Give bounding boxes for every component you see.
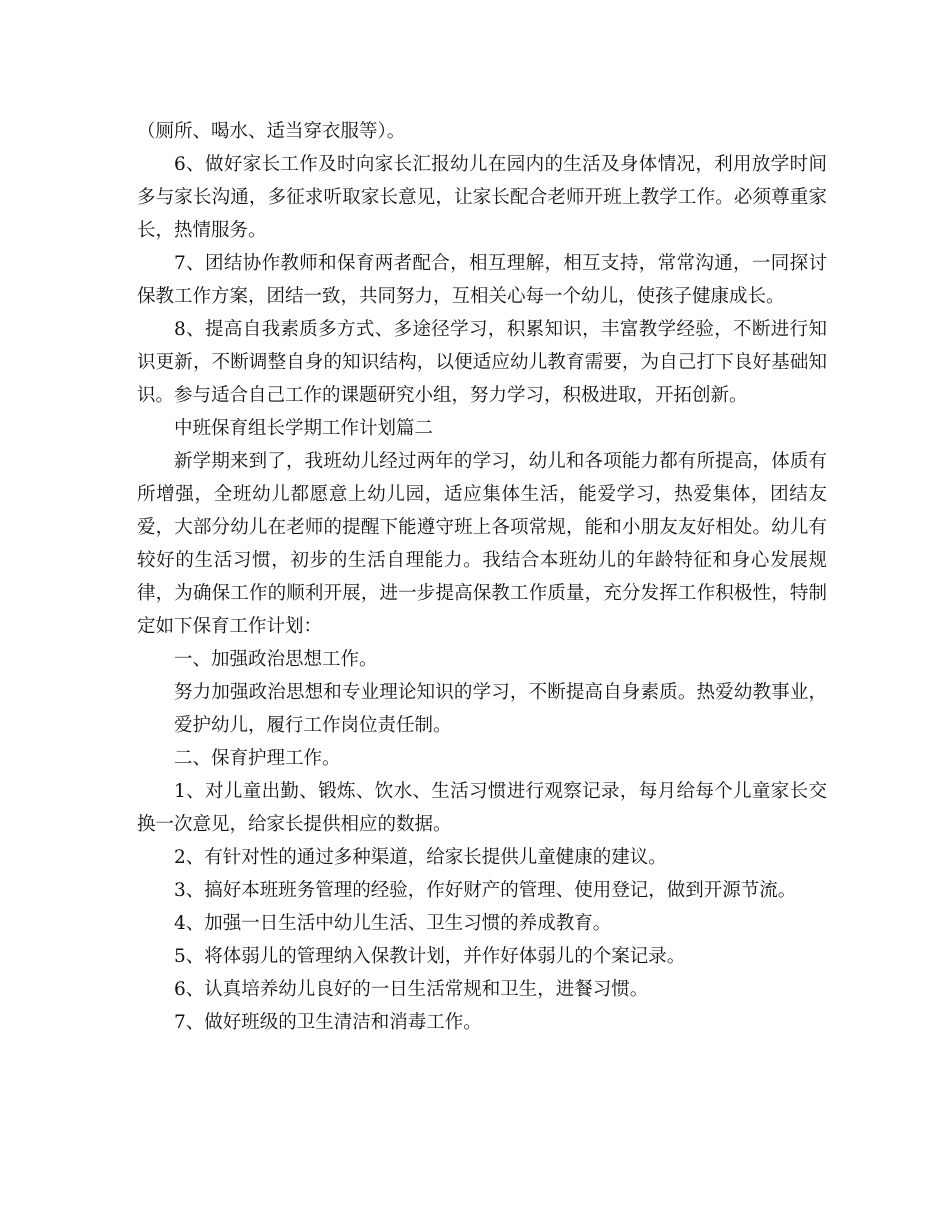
- paragraph-care-item-7: 7、做好班级的卫生清洁和消毒工作。: [174, 1012, 482, 1033]
- paragraph-care-item-3: 3、搞好本班班务管理的经验，作好财产的管理、使用登记，做到开源节流。: [174, 880, 797, 901]
- paragraph-political-work-detail: 努力加强政治思想和专业理论知识的学习，不断提高自身素质。热爱幼教事业，爱护幼儿，履行工作岗位责任制。: [174, 682, 827, 736]
- paragraph-item-6-parent-work: 6、做好家长工作及时向家长汇报幼儿在园内的生活及身体情况，利用放学时间多与家长沟通，多征求听取家长意见，让家长配合老师开班上教学工作。必须尊重家长，热情服务。: [137, 154, 827, 241]
- paragraph-new-semester-intro: 新学期来到了，我班幼儿经过两年的学习，幼儿和各项能力都有所提高，体质有所增强，全班幼儿都愿意上幼儿园，适应集体生活，能爱学习，热爱集体，团结友爱，大部分幼儿在老师的提醒下能遵守班上各项常规，能和小朋友友好相处。幼儿有较好的生活习惯，初步的生活自理能力。我结合本班幼儿的年龄特征和身心发展规律，为确保工作的顺利开展，进一步提高保教工作质量，充分发挥工作积极性，特制定如下保育工作计划：: [137, 451, 827, 637]
- document-body: [137, 115, 827, 1039]
- paragraph-care-item-2: 2、有针对性的通过多种渠道，给家长提供儿童健康的建议。: [174, 847, 667, 868]
- paragraph-care-item-1: 1、对儿童出勤、锻炼、饮水、生活习惯进行观察记录，每月给每个儿童家长交换一次意见，给家长提供相应的数据。: [137, 781, 827, 835]
- heading-care-work: 二、保育护理工作。: [174, 748, 341, 769]
- paragraph-care-item-6: 6、认真培养幼儿良好的一日生活常规和卫生，进餐习惯。: [174, 979, 649, 1000]
- section-heading-plan-two: 中班保育组长学期工作计划篇二: [174, 418, 434, 439]
- paragraph-care-item-4: 4、加强一日生活中幼儿生活、卫生习惯的养成教育。: [174, 913, 612, 934]
- paragraph-care-item-5: 5、将体弱儿的管理纳入保教计划，并作好体弱儿的个案记录。: [174, 946, 686, 967]
- paragraph-item-7-teamwork: 7、团结协作教师和保育两者配合，相互理解，相互支持，常常沟通，一同探讨保教工作方案，团结一致，共同努力，互相关心每一个幼儿，使孩子健康成长。: [137, 253, 827, 307]
- heading-political-work: 一、加强政治思想工作。: [174, 649, 378, 670]
- paragraph-toilet-water-clothes: （厕所、喝水、适当穿衣服等）。: [137, 121, 406, 142]
- paragraph-item-8-self-improvement: 8、提高自我素质多方式、多途径学习，积累知识，丰富教学经验，不断进行知识更新，不断调整自身的知识结构，以便适应幼儿教育需要，为自己打下良好基础知识。参与适合自己工作的课题研究小组，努力学习，积极进取，开拓创新。: [137, 319, 827, 406]
